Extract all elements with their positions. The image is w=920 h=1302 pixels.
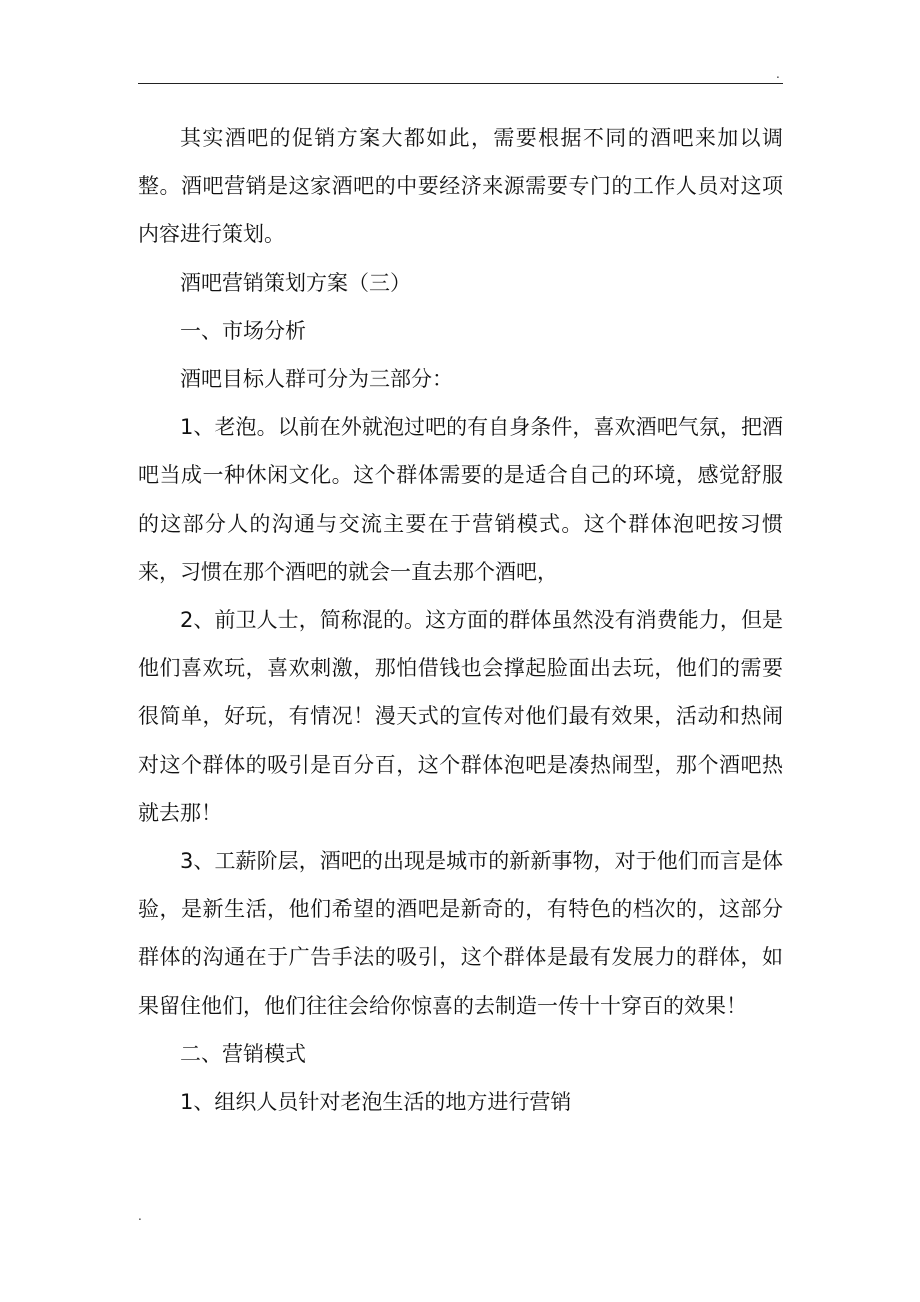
heading-market-analysis: 一、市场分析 — [180, 318, 306, 343]
paragraph-intro: 其实酒吧的促销方案大都如此，需要根据不同的酒吧来加以调整。酒吧营销是这家酒吧的中要经济来源需要专门的工作人员对这项内容进行策划。 — [138, 126, 783, 247]
paragraph-target-groups: 酒吧目标人群可分为三部分： — [180, 367, 453, 392]
header-mark: . — [776, 67, 780, 81]
body-text — [138, 114, 783, 1126]
section-title: 酒吧营销策划方案（三） — [180, 270, 411, 295]
footer-mark: . — [138, 1209, 142, 1223]
paragraph-group-2: 2、前卫人士，简称混的。这方面的群体虽然没有消费能力，但是他们喜欢玩，喜欢刺激，那怕借钱也会撑起脸面出去玩，他们的需要很简单，好玩，有情况！漫天式的宣传对他们最有效果，活动和热闹对这个群体的吸引是百分百，这个群体泡吧是凑热闹型，那个酒吧热就去那！ — [138, 608, 783, 825]
paragraph-group-3: 3、工薪阶层，酒吧的出现是城市的新新事物，对于他们而言是体验，是新生活，他们希望的酒吧是新奇的，有特色的档次的，这部分群体的沟通在于广告手法的吸引，这个群体是最有发展力的群体，如果留住他们，他们往往会给你惊喜的去制造一传十十穿百的效果！ — [138, 849, 783, 1018]
heading-marketing-model: 二、营销模式 — [180, 1041, 306, 1066]
paragraph-model-1: 1、组织人员针对老泡生活的地方进行营销 — [180, 1090, 572, 1115]
paragraph-group-1: 1、老泡。以前在外就泡过吧的有自身条件，喜欢酒吧气氛，把酒吧当成一种休闲文化。这个群体需要的是适合自己的环境，感觉舒服的这部分人的沟通与交流主要在于营销模式。这个群体泡吧按习惯来，习惯在那个酒吧的就会一直去那个酒吧， — [138, 415, 783, 584]
header-rule — [138, 83, 783, 84]
